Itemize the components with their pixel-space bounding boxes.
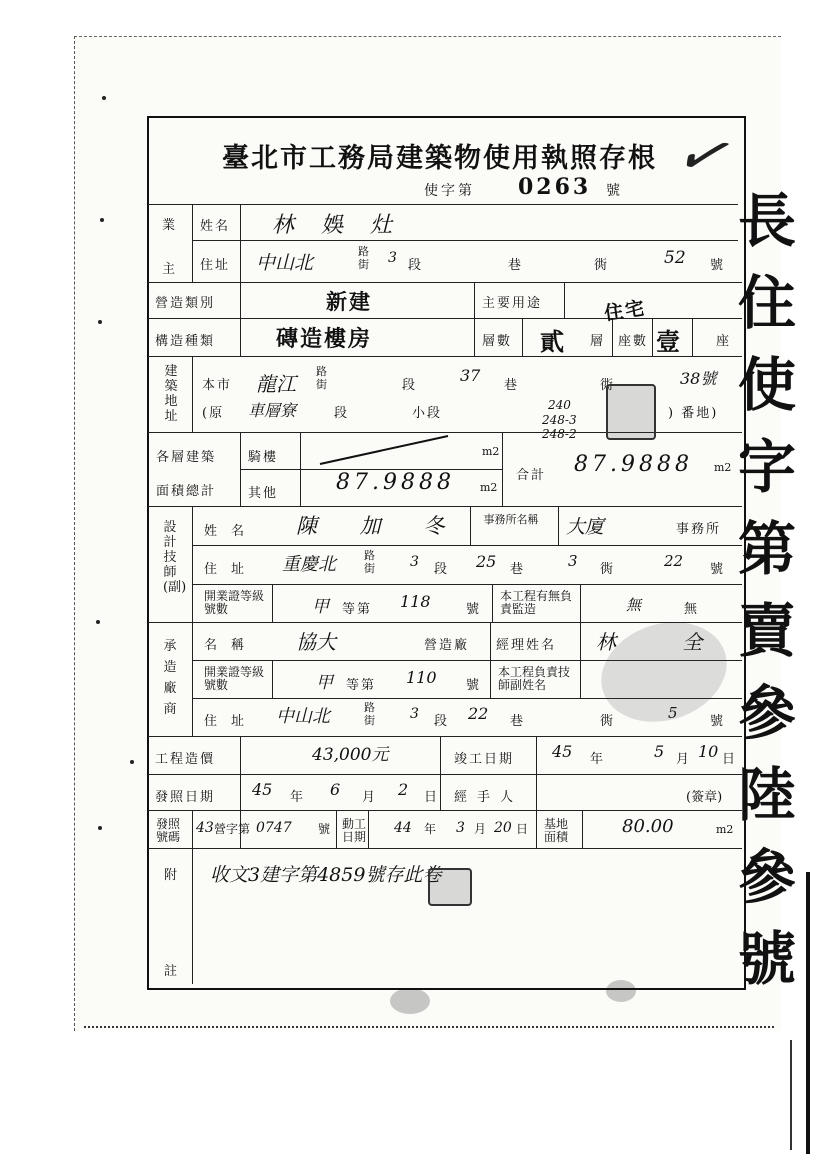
issue-date-label: 發照日期 <box>155 790 216 805</box>
area-label-2: 面積總計 <box>156 484 217 499</box>
contractor-license-label: 開業證等級號數 <box>204 665 265 692</box>
designer-address-label: 住址 <box>204 562 259 577</box>
sign-label: (簽章) <box>686 790 723 805</box>
floors-value: 貳 <box>540 327 566 356</box>
permit-label: 發照號碼 <box>156 817 181 844</box>
rule <box>148 506 742 507</box>
handler-label: 經手人 <box>454 790 524 805</box>
structure-value: 磚造樓房 <box>276 326 373 352</box>
designer-name: 陳 加 冬 <box>296 514 463 538</box>
rule <box>580 584 581 622</box>
rule <box>192 506 193 622</box>
permit-prefix: 43 <box>196 820 214 836</box>
completion-year: 45 <box>552 742 573 761</box>
speck <box>130 760 134 764</box>
designer-lane: 25 <box>476 552 497 571</box>
check-mark: ✓ <box>668 114 735 196</box>
owner-alley-label: 衖 <box>594 258 610 273</box>
notes-label-top: 附 <box>164 868 180 883</box>
base-unit: m2 <box>716 823 734 836</box>
supervisor-value-hw: 無 <box>626 596 642 614</box>
contractor-license-word: 等第 <box>346 678 377 693</box>
designer-section: 3 <box>410 554 419 570</box>
site-road: 龍江 <box>256 372 296 396</box>
paper-edge <box>84 1026 774 1028</box>
designer-office-label: 事務所名稱 <box>483 513 539 526</box>
owner-number-label: 號 <box>710 258 726 273</box>
rule <box>240 204 241 282</box>
rule <box>368 810 369 848</box>
arcade-label: 騎樓 <box>248 450 279 465</box>
serial-suffix: 號 <box>606 183 620 199</box>
contractor-name: 協大 <box>296 630 336 654</box>
rule <box>272 584 273 622</box>
designer-license-suffix: 號 <box>466 602 482 617</box>
other-value: 87.9888 <box>336 470 455 495</box>
ink-smudge <box>390 988 430 1014</box>
purpose-label: 主要用途 <box>482 296 543 311</box>
owner-group-label-bottom: 主 <box>162 262 178 277</box>
designer-lane-label: 巷 <box>510 562 526 577</box>
completion-year-label: 年 <box>590 752 606 767</box>
completion-month: 5 <box>654 742 665 761</box>
contractor-label: 承造廠商 <box>163 639 177 717</box>
rule <box>192 622 193 736</box>
owner-section: 3 <box>388 250 397 266</box>
contractor-section-label: 段 <box>434 714 450 729</box>
base-label: 基地面積 <box>544 817 569 844</box>
owner-lane-label: 巷 <box>508 258 524 273</box>
rule <box>564 282 565 318</box>
rule <box>582 810 583 848</box>
owner-section-label: 段 <box>408 258 424 273</box>
owner-name-label: 姓名 <box>200 219 231 234</box>
site-city: 本市 <box>202 378 233 393</box>
site-section-label: 段 <box>402 378 418 393</box>
speck <box>96 620 100 624</box>
speck <box>102 96 106 100</box>
notes-text: 收文3建字第4859號存此卷 <box>210 864 442 886</box>
notes-seal <box>428 868 472 906</box>
rule <box>192 356 193 432</box>
contractor-number: 5 <box>668 704 678 722</box>
rule <box>522 318 523 356</box>
rule <box>192 810 193 848</box>
designer-office-suffix: 事務所 <box>676 522 722 537</box>
contractor-section: 3 <box>410 706 419 722</box>
site-orig-label: (原 <box>202 406 225 421</box>
rule <box>492 584 493 622</box>
owner-address-label: 住址 <box>200 258 231 273</box>
rule <box>502 432 503 506</box>
area-total-unit: m2 <box>714 461 732 474</box>
issue-day-label: 日 <box>424 790 440 805</box>
designer-alley-label: 衖 <box>600 562 616 577</box>
rule <box>148 622 742 623</box>
serial-number: 0263 <box>518 174 592 200</box>
blank-slash <box>308 432 468 468</box>
contractor-lane-label: 巷 <box>510 714 526 729</box>
rule <box>148 810 742 811</box>
permit-form <box>147 116 746 990</box>
tech-label: 本工程負責技師副姓名 <box>498 665 571 692</box>
start-day: 20 <box>494 820 512 836</box>
speck <box>98 826 102 830</box>
designer-number: 22 <box>664 552 684 570</box>
base-value: 80.00 <box>622 816 674 837</box>
rule <box>474 282 475 356</box>
completion-month-label: 月 <box>676 752 692 767</box>
issue-month-label: 月 <box>362 790 378 805</box>
permit-suffix: 號 <box>318 822 331 836</box>
designer-street-label: 街 <box>364 562 375 575</box>
site-lot-label: ) 番地) <box>668 406 719 421</box>
issue-year: 45 <box>252 780 273 799</box>
buildings-label: 座數 <box>618 334 649 349</box>
other-label: 其他 <box>248 486 279 501</box>
site-lane: 37 <box>460 366 481 385</box>
rule <box>580 622 581 698</box>
contractor-license-grade: 甲 <box>316 673 333 693</box>
owner-address-street: 中山北 <box>256 252 314 274</box>
site-subsection-label: 小段 <box>412 406 443 421</box>
buildings-value: 壹 <box>656 327 682 356</box>
start-label: 動工日期 <box>342 817 367 844</box>
rule <box>148 282 742 283</box>
start-year: 44 <box>394 820 412 836</box>
owner-number: 52 <box>664 248 686 268</box>
completion-label: 竣工日期 <box>454 752 515 767</box>
owner-name: 林 娛 灶 <box>272 213 402 238</box>
serial-label: 使字第 <box>424 183 475 199</box>
permit-word: 營字第 <box>214 822 251 836</box>
issue-day: 2 <box>398 780 409 799</box>
site-lot-2: 248-3 <box>542 413 577 427</box>
contractor-address-label: 住址 <box>204 714 259 729</box>
site-orig-place: 車層寮 <box>248 401 297 420</box>
permit-number: 0747 <box>256 820 292 836</box>
margin-stamp: 長住使字第賣參陸參號 <box>738 187 797 993</box>
contractor-license-suffix: 號 <box>466 678 482 693</box>
rule <box>536 736 537 810</box>
designer-license-label: 開業證等級號數 <box>204 589 265 616</box>
form-title: 臺北市工務局建築物使用執照存根 <box>222 143 657 174</box>
designer-label: 設計技師(副) <box>163 520 187 595</box>
buildings-unit: 座 <box>716 334 732 349</box>
scan-edge <box>790 1040 792 1150</box>
start-month: 3 <box>456 820 465 836</box>
street-label: 街 <box>358 258 369 271</box>
area-total-label: 合計 <box>516 468 547 483</box>
completion-day-label: 日 <box>722 752 738 767</box>
contractor-name-suffix: 營造廠 <box>424 638 470 653</box>
rule <box>192 204 193 282</box>
site-lot-1: 240 <box>548 398 571 412</box>
site-lane-label: 巷 <box>504 378 520 393</box>
area-total-value: 87.9888 <box>574 452 693 477</box>
rule <box>148 774 742 775</box>
designer-section-label: 段 <box>434 562 450 577</box>
issue-month: 6 <box>330 780 341 799</box>
contractor-license-no: 110 <box>406 668 437 687</box>
site-alley-label: 衖 <box>600 378 616 393</box>
site-label: 建築地址 <box>164 364 178 424</box>
designer-office-value: 大廈 <box>566 516 605 538</box>
rule <box>536 810 537 848</box>
site-number: 38號 <box>680 369 717 388</box>
rule <box>440 736 441 810</box>
road-label: 路 <box>358 245 369 258</box>
start-year-label: 年 <box>424 822 437 836</box>
designer-license-no: 118 <box>400 592 431 611</box>
designer-license-grade: 甲 <box>312 597 329 617</box>
construction-type-value: 新建 <box>326 289 372 314</box>
contractor-road-label: 路 <box>364 701 375 714</box>
other-unit: m2 <box>480 481 498 494</box>
completion-day: 10 <box>698 742 719 761</box>
start-month-label: 月 <box>474 822 487 836</box>
start-day-label: 日 <box>516 822 529 836</box>
rule <box>490 622 491 698</box>
contractor-number-label: 號 <box>710 714 726 729</box>
speck <box>100 218 104 222</box>
rule <box>272 660 273 698</box>
area-label-1: 各層建築 <box>156 450 217 465</box>
contractor-lane: 22 <box>468 704 489 723</box>
issue-year-label: 年 <box>290 790 306 805</box>
rule <box>148 848 742 849</box>
rule <box>692 318 693 356</box>
rule <box>240 432 241 506</box>
owner-group-label-top: 業 <box>162 218 178 233</box>
rule <box>148 356 742 357</box>
supervisor-value: 無 <box>684 602 700 617</box>
floors-label: 層數 <box>482 334 513 349</box>
rule <box>148 204 738 205</box>
notes-label-bottom: 註 <box>164 964 180 979</box>
purpose-value: 住宅 <box>602 297 648 325</box>
rule <box>300 432 301 506</box>
construction-type-label: 營造類別 <box>155 296 216 311</box>
rule <box>470 506 471 545</box>
cost-value: 43,000元 <box>312 745 389 765</box>
designer-number-label: 號 <box>710 562 726 577</box>
designer-road-label: 路 <box>364 549 375 562</box>
arcade-unit: m2 <box>482 445 500 458</box>
contractor-street-label: 街 <box>364 714 375 727</box>
rule <box>652 318 653 356</box>
cost-label: 工程造價 <box>155 752 216 767</box>
official-seal <box>606 384 656 440</box>
rule <box>192 848 193 984</box>
rule <box>192 584 742 585</box>
designer-alley: 3 <box>568 552 578 570</box>
contractor-address-street: 中山北 <box>276 706 330 727</box>
site-street-label: 街 <box>316 378 327 391</box>
designer-license-word: 等第 <box>342 602 373 617</box>
rule <box>336 810 337 848</box>
supervisor-label: 本工程有無負責監造 <box>500 589 573 616</box>
designer-address-street: 重慶北 <box>282 554 336 575</box>
manager-label: 經理姓名 <box>496 638 557 653</box>
site-lot-3: 248-2 <box>542 427 577 441</box>
designer-name-label: 姓名 <box>204 524 259 539</box>
rule <box>192 240 738 241</box>
rule <box>192 545 742 546</box>
structure-label: 構造種類 <box>155 334 216 349</box>
rule <box>240 282 241 356</box>
contractor-name-label: 名稱 <box>204 638 259 653</box>
contractor-alley-label: 衖 <box>600 714 616 729</box>
site-orig-section-label: 段 <box>334 406 350 421</box>
site-road-label: 路 <box>316 365 327 378</box>
rule <box>148 736 742 737</box>
rule <box>558 506 559 545</box>
speck <box>98 320 102 324</box>
manager-value: 林 全 <box>596 630 733 654</box>
floors-unit: 層 <box>590 334 606 349</box>
